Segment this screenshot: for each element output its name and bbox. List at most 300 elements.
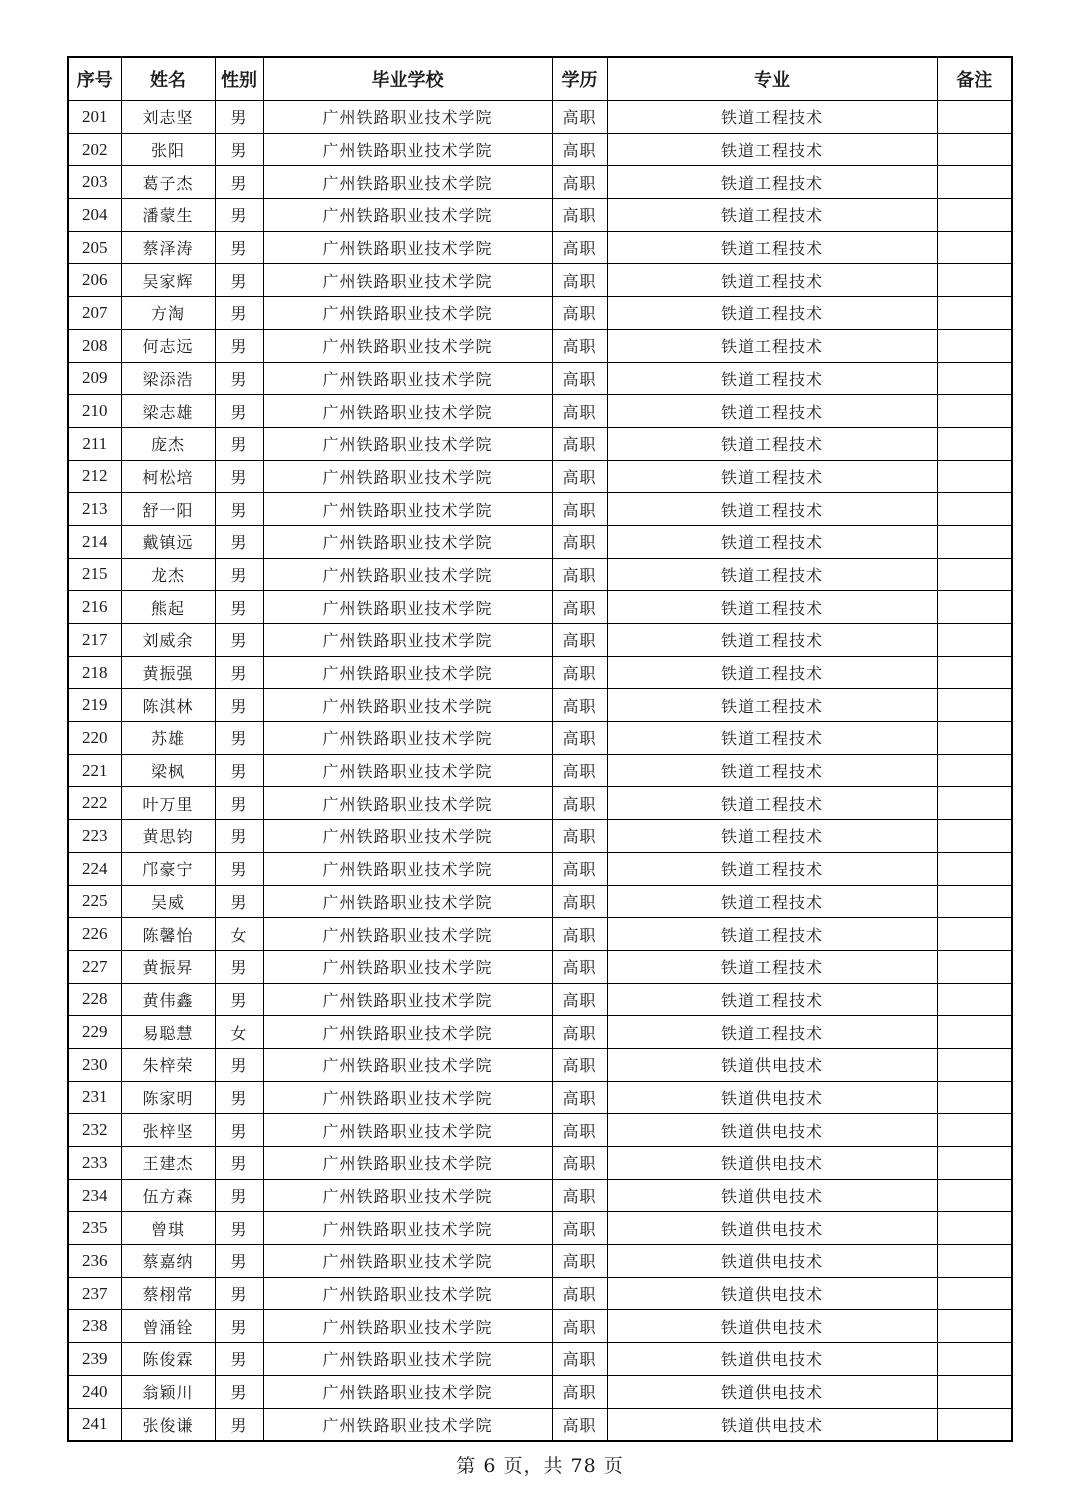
cell-remark xyxy=(937,1179,1012,1212)
cell-school: 广州铁路职业技术学院 xyxy=(263,1048,552,1081)
cell-remark xyxy=(937,885,1012,918)
cell-major: 铁道工程技术 xyxy=(607,950,937,983)
cell-remark xyxy=(937,297,1012,330)
cell-seq: 238 xyxy=(68,1310,121,1343)
cell-seq: 214 xyxy=(68,525,121,558)
cell-seq: 207 xyxy=(68,297,121,330)
table-row xyxy=(68,558,1012,591)
cell-seq: 227 xyxy=(68,950,121,983)
cell-school: 广州铁路职业技术学院 xyxy=(263,558,552,591)
cell-name: 黄伟鑫 xyxy=(121,983,215,1016)
cell-name: 梁志雄 xyxy=(121,395,215,428)
table-row xyxy=(68,329,1012,362)
header-name: 姓名 xyxy=(121,57,215,101)
cell-gender: 男 xyxy=(215,1179,263,1212)
cell-major: 铁道工程技术 xyxy=(607,722,937,755)
table-row xyxy=(68,493,1012,526)
table-row xyxy=(68,983,1012,1016)
cell-education: 高职 xyxy=(552,591,607,624)
cell-remark xyxy=(937,1048,1012,1081)
cell-education: 高职 xyxy=(552,329,607,362)
table-row xyxy=(68,624,1012,657)
table-row xyxy=(68,1277,1012,1310)
cell-name: 柯松培 xyxy=(121,460,215,493)
cell-education: 高职 xyxy=(552,395,607,428)
cell-major: 铁道工程技术 xyxy=(607,689,937,722)
cell-school: 广州铁路职业技术学院 xyxy=(263,101,552,134)
cell-education: 高职 xyxy=(552,950,607,983)
cell-major: 铁道工程技术 xyxy=(607,918,937,951)
cell-remark xyxy=(937,1212,1012,1245)
table-header xyxy=(68,57,1012,101)
cell-gender: 女 xyxy=(215,1016,263,1049)
header-school: 毕业学校 xyxy=(263,57,552,101)
table-row xyxy=(68,852,1012,885)
cell-seq: 206 xyxy=(68,264,121,297)
cell-gender: 男 xyxy=(215,852,263,885)
cell-name: 蔡泽涛 xyxy=(121,231,215,264)
cell-seq: 240 xyxy=(68,1375,121,1408)
cell-name: 陈俊霖 xyxy=(121,1343,215,1376)
cell-gender: 男 xyxy=(215,1147,263,1180)
cell-remark xyxy=(937,1016,1012,1049)
cell-gender: 男 xyxy=(215,558,263,591)
table-row xyxy=(68,264,1012,297)
cell-remark xyxy=(937,558,1012,591)
table-row xyxy=(68,656,1012,689)
table-row xyxy=(68,1375,1012,1408)
cell-gender: 男 xyxy=(215,362,263,395)
cell-education: 高职 xyxy=(552,1408,607,1441)
cell-major: 铁道工程技术 xyxy=(607,362,937,395)
cell-major: 铁道供电技术 xyxy=(607,1408,937,1441)
cell-major: 铁道供电技术 xyxy=(607,1081,937,1114)
cell-education: 高职 xyxy=(552,1375,607,1408)
table-row xyxy=(68,231,1012,264)
cell-school: 广州铁路职业技术学院 xyxy=(263,395,552,428)
cell-gender: 女 xyxy=(215,918,263,951)
cell-major: 铁道供电技术 xyxy=(607,1147,937,1180)
cell-major: 铁道供电技术 xyxy=(607,1179,937,1212)
cell-seq: 230 xyxy=(68,1048,121,1081)
cell-remark xyxy=(937,787,1012,820)
cell-education: 高职 xyxy=(552,264,607,297)
cell-gender: 男 xyxy=(215,624,263,657)
cell-education: 高职 xyxy=(552,1277,607,1310)
cell-seq: 215 xyxy=(68,558,121,591)
cell-remark xyxy=(937,689,1012,722)
cell-education: 高职 xyxy=(552,166,607,199)
cell-education: 高职 xyxy=(552,885,607,918)
cell-remark xyxy=(937,133,1012,166)
cell-name: 黄思钧 xyxy=(121,820,215,853)
cell-major: 铁道工程技术 xyxy=(607,852,937,885)
cell-school: 广州铁路职业技术学院 xyxy=(263,493,552,526)
cell-major: 铁道工程技术 xyxy=(607,133,937,166)
cell-gender: 男 xyxy=(215,983,263,1016)
table-row xyxy=(68,1212,1012,1245)
cell-school: 广州铁路职业技术学院 xyxy=(263,1375,552,1408)
cell-seq: 204 xyxy=(68,199,121,232)
cell-major: 铁道工程技术 xyxy=(607,885,937,918)
table-row xyxy=(68,1147,1012,1180)
cell-name: 陈家明 xyxy=(121,1081,215,1114)
cell-name: 吴威 xyxy=(121,885,215,918)
cell-education: 高职 xyxy=(552,1310,607,1343)
cell-seq: 210 xyxy=(68,395,121,428)
cell-seq: 241 xyxy=(68,1408,121,1441)
table-body xyxy=(68,101,1012,1442)
cell-seq: 209 xyxy=(68,362,121,395)
table-row xyxy=(68,427,1012,460)
cell-gender: 男 xyxy=(215,1245,263,1278)
cell-school: 广州铁路职业技术学院 xyxy=(263,427,552,460)
cell-education: 高职 xyxy=(552,852,607,885)
cell-name: 蔡嘉纳 xyxy=(121,1245,215,1278)
cell-major: 铁道工程技术 xyxy=(607,558,937,591)
cell-major: 铁道工程技术 xyxy=(607,656,937,689)
cell-seq: 219 xyxy=(68,689,121,722)
cell-school: 广州铁路职业技术学院 xyxy=(263,754,552,787)
cell-education: 高职 xyxy=(552,1245,607,1278)
cell-education: 高职 xyxy=(552,1147,607,1180)
cell-education: 高职 xyxy=(552,525,607,558)
cell-gender: 男 xyxy=(215,297,263,330)
cell-remark xyxy=(937,427,1012,460)
cell-school: 广州铁路职业技术学院 xyxy=(263,329,552,362)
table-row xyxy=(68,591,1012,624)
cell-seq: 216 xyxy=(68,591,121,624)
cell-education: 高职 xyxy=(552,1212,607,1245)
header-major: 专业 xyxy=(607,57,937,101)
cell-gender: 男 xyxy=(215,689,263,722)
cell-school: 广州铁路职业技术学院 xyxy=(263,1212,552,1245)
cell-gender: 男 xyxy=(215,885,263,918)
header-education: 学历 xyxy=(552,57,607,101)
cell-major: 铁道工程技术 xyxy=(607,493,937,526)
cell-name: 葛子杰 xyxy=(121,166,215,199)
cell-remark xyxy=(937,395,1012,428)
cell-gender: 男 xyxy=(215,264,263,297)
cell-school: 广州铁路职业技术学院 xyxy=(263,231,552,264)
cell-gender: 男 xyxy=(215,395,263,428)
cell-remark xyxy=(937,754,1012,787)
cell-education: 高职 xyxy=(552,199,607,232)
cell-remark xyxy=(937,820,1012,853)
table-row xyxy=(68,460,1012,493)
cell-education: 高职 xyxy=(552,231,607,264)
cell-seq: 226 xyxy=(68,918,121,951)
cell-major: 铁道供电技术 xyxy=(607,1375,937,1408)
cell-education: 高职 xyxy=(552,1179,607,1212)
cell-name: 易聪慧 xyxy=(121,1016,215,1049)
table-row xyxy=(68,787,1012,820)
cell-education: 高职 xyxy=(552,297,607,330)
cell-seq: 221 xyxy=(68,754,121,787)
cell-name: 熊起 xyxy=(121,591,215,624)
cell-gender: 男 xyxy=(215,133,263,166)
cell-seq: 220 xyxy=(68,722,121,755)
table-row xyxy=(68,1408,1012,1441)
cell-school: 广州铁路职业技术学院 xyxy=(263,1179,552,1212)
cell-school: 广州铁路职业技术学院 xyxy=(263,525,552,558)
cell-gender: 男 xyxy=(215,1114,263,1147)
cell-seq: 201 xyxy=(68,101,121,134)
table-row xyxy=(68,297,1012,330)
cell-education: 高职 xyxy=(552,493,607,526)
cell-school: 广州铁路职业技术学院 xyxy=(263,591,552,624)
cell-remark xyxy=(937,1343,1012,1376)
cell-major: 铁道供电技术 xyxy=(607,1114,937,1147)
table-row xyxy=(68,1048,1012,1081)
cell-remark xyxy=(937,950,1012,983)
cell-gender: 男 xyxy=(215,1408,263,1441)
cell-school: 广州铁路职业技术学院 xyxy=(263,656,552,689)
cell-gender: 男 xyxy=(215,1081,263,1114)
table-row xyxy=(68,722,1012,755)
cell-seq: 239 xyxy=(68,1343,121,1376)
cell-name: 张俊谦 xyxy=(121,1408,215,1441)
cell-school: 广州铁路职业技术学院 xyxy=(263,1245,552,1278)
cell-gender: 男 xyxy=(215,231,263,264)
cell-education: 高职 xyxy=(552,133,607,166)
cell-remark xyxy=(937,362,1012,395)
cell-major: 铁道供电技术 xyxy=(607,1212,937,1245)
table-row xyxy=(68,754,1012,787)
table-row xyxy=(68,395,1012,428)
cell-major: 铁道工程技术 xyxy=(607,101,937,134)
cell-school: 广州铁路职业技术学院 xyxy=(263,1408,552,1441)
cell-gender: 男 xyxy=(215,656,263,689)
cell-school: 广州铁路职业技术学院 xyxy=(263,885,552,918)
cell-school: 广州铁路职业技术学院 xyxy=(263,133,552,166)
cell-major: 铁道工程技术 xyxy=(607,624,937,657)
cell-major: 铁道工程技术 xyxy=(607,395,937,428)
cell-gender: 男 xyxy=(215,1277,263,1310)
cell-name: 方淘 xyxy=(121,297,215,330)
cell-remark xyxy=(937,264,1012,297)
cell-school: 广州铁路职业技术学院 xyxy=(263,1310,552,1343)
cell-seq: 212 xyxy=(68,460,121,493)
table-row xyxy=(68,133,1012,166)
cell-name: 梁添浩 xyxy=(121,362,215,395)
cell-school: 广州铁路职业技术学院 xyxy=(263,362,552,395)
cell-remark xyxy=(937,1114,1012,1147)
cell-gender: 男 xyxy=(215,1048,263,1081)
cell-remark xyxy=(937,983,1012,1016)
cell-name: 刘威余 xyxy=(121,624,215,657)
cell-education: 高职 xyxy=(552,820,607,853)
cell-name: 曾涌铨 xyxy=(121,1310,215,1343)
cell-seq: 233 xyxy=(68,1147,121,1180)
table-row xyxy=(68,950,1012,983)
cell-name: 梁枫 xyxy=(121,754,215,787)
cell-major: 铁道工程技术 xyxy=(607,427,937,460)
cell-major: 铁道工程技术 xyxy=(607,754,937,787)
cell-education: 高职 xyxy=(552,1081,607,1114)
cell-education: 高职 xyxy=(552,1048,607,1081)
cell-name: 潘蒙生 xyxy=(121,199,215,232)
table-row xyxy=(68,1114,1012,1147)
cell-gender: 男 xyxy=(215,787,263,820)
cell-education: 高职 xyxy=(552,1343,607,1376)
cell-education: 高职 xyxy=(552,918,607,951)
cell-name: 叶万里 xyxy=(121,787,215,820)
cell-major: 铁道工程技术 xyxy=(607,166,937,199)
cell-school: 广州铁路职业技术学院 xyxy=(263,918,552,951)
cell-education: 高职 xyxy=(552,689,607,722)
cell-remark xyxy=(937,525,1012,558)
cell-education: 高职 xyxy=(552,427,607,460)
header-gender: 性别 xyxy=(215,57,263,101)
cell-school: 广州铁路职业技术学院 xyxy=(263,199,552,232)
cell-seq: 223 xyxy=(68,820,121,853)
cell-name: 邝豪宁 xyxy=(121,852,215,885)
cell-education: 高职 xyxy=(552,722,607,755)
cell-school: 广州铁路职业技术学院 xyxy=(263,1081,552,1114)
table-row xyxy=(68,1245,1012,1278)
cell-major: 铁道供电技术 xyxy=(607,1048,937,1081)
cell-remark xyxy=(937,101,1012,134)
cell-name: 翁颖川 xyxy=(121,1375,215,1408)
cell-gender: 男 xyxy=(215,1212,263,1245)
cell-school: 广州铁路职业技术学院 xyxy=(263,852,552,885)
table-row xyxy=(68,1016,1012,1049)
cell-seq: 237 xyxy=(68,1277,121,1310)
cell-school: 广州铁路职业技术学院 xyxy=(263,1343,552,1376)
header-seq: 序号 xyxy=(68,57,121,101)
table-row xyxy=(68,885,1012,918)
cell-seq: 224 xyxy=(68,852,121,885)
cell-name: 蔡栩常 xyxy=(121,1277,215,1310)
cell-seq: 231 xyxy=(68,1081,121,1114)
cell-name: 黄振昇 xyxy=(121,950,215,983)
cell-seq: 203 xyxy=(68,166,121,199)
cell-school: 广州铁路职业技术学院 xyxy=(263,297,552,330)
cell-name: 朱梓荣 xyxy=(121,1048,215,1081)
cell-name: 苏雄 xyxy=(121,722,215,755)
cell-remark xyxy=(937,1277,1012,1310)
cell-gender: 男 xyxy=(215,460,263,493)
table-row xyxy=(68,101,1012,134)
cell-name: 舒一阳 xyxy=(121,493,215,526)
cell-remark xyxy=(937,329,1012,362)
table-row xyxy=(68,1179,1012,1212)
cell-remark xyxy=(937,1147,1012,1180)
table-row xyxy=(68,918,1012,951)
table-row xyxy=(68,689,1012,722)
table-row xyxy=(68,525,1012,558)
cell-name: 黄振强 xyxy=(121,656,215,689)
table-row xyxy=(68,1310,1012,1343)
cell-seq: 225 xyxy=(68,885,121,918)
cell-major: 铁道工程技术 xyxy=(607,525,937,558)
table-row xyxy=(68,820,1012,853)
cell-major: 铁道工程技术 xyxy=(607,329,937,362)
cell-remark xyxy=(937,1375,1012,1408)
cell-gender: 男 xyxy=(215,329,263,362)
cell-gender: 男 xyxy=(215,101,263,134)
cell-gender: 男 xyxy=(215,722,263,755)
cell-name: 何志远 xyxy=(121,329,215,362)
cell-name: 刘志坚 xyxy=(121,101,215,134)
cell-school: 广州铁路职业技术学院 xyxy=(263,264,552,297)
table-row xyxy=(68,166,1012,199)
cell-gender: 男 xyxy=(215,1310,263,1343)
table-row xyxy=(68,1343,1012,1376)
cell-remark xyxy=(937,460,1012,493)
cell-education: 高职 xyxy=(552,656,607,689)
cell-name: 庞杰 xyxy=(121,427,215,460)
cell-education: 高职 xyxy=(552,787,607,820)
cell-gender: 男 xyxy=(215,591,263,624)
roster-table xyxy=(67,56,1013,1442)
cell-remark xyxy=(937,199,1012,232)
table-row xyxy=(68,362,1012,395)
cell-major: 铁道工程技术 xyxy=(607,820,937,853)
cell-name: 陈馨怡 xyxy=(121,918,215,951)
cell-remark xyxy=(937,1408,1012,1441)
cell-school: 广州铁路职业技术学院 xyxy=(263,1016,552,1049)
cell-seq: 208 xyxy=(68,329,121,362)
cell-major: 铁道供电技术 xyxy=(607,1245,937,1278)
cell-school: 广州铁路职业技术学院 xyxy=(263,624,552,657)
cell-remark xyxy=(937,918,1012,951)
cell-gender: 男 xyxy=(215,166,263,199)
cell-education: 高职 xyxy=(552,1114,607,1147)
cell-seq: 213 xyxy=(68,493,121,526)
cell-name: 陈淇林 xyxy=(121,689,215,722)
cell-gender: 男 xyxy=(215,754,263,787)
cell-name: 王建杰 xyxy=(121,1147,215,1180)
cell-gender: 男 xyxy=(215,199,263,232)
cell-gender: 男 xyxy=(215,427,263,460)
cell-remark xyxy=(937,656,1012,689)
cell-remark xyxy=(937,1081,1012,1114)
cell-major: 铁道工程技术 xyxy=(607,591,937,624)
cell-major: 铁道工程技术 xyxy=(607,1016,937,1049)
cell-gender: 男 xyxy=(215,1375,263,1408)
cell-gender: 男 xyxy=(215,820,263,853)
cell-remark xyxy=(937,591,1012,624)
cell-education: 高职 xyxy=(552,460,607,493)
cell-name: 戴镇远 xyxy=(121,525,215,558)
cell-education: 高职 xyxy=(552,624,607,657)
cell-gender: 男 xyxy=(215,525,263,558)
header-remark: 备注 xyxy=(937,57,1012,101)
cell-major: 铁道工程技术 xyxy=(607,983,937,1016)
cell-school: 广州铁路职业技术学院 xyxy=(263,820,552,853)
cell-name: 龙杰 xyxy=(121,558,215,591)
cell-major: 铁道工程技术 xyxy=(607,787,937,820)
cell-seq: 229 xyxy=(68,1016,121,1049)
cell-education: 高职 xyxy=(552,1016,607,1049)
cell-seq: 205 xyxy=(68,231,121,264)
cell-school: 广州铁路职业技术学院 xyxy=(263,950,552,983)
cell-gender: 男 xyxy=(215,493,263,526)
cell-name: 张阳 xyxy=(121,133,215,166)
cell-major: 铁道工程技术 xyxy=(607,264,937,297)
cell-remark xyxy=(937,1310,1012,1343)
cell-seq: 235 xyxy=(68,1212,121,1245)
cell-remark xyxy=(937,1245,1012,1278)
cell-name: 吴家辉 xyxy=(121,264,215,297)
cell-school: 广州铁路职业技术学院 xyxy=(263,166,552,199)
cell-major: 铁道供电技术 xyxy=(607,1277,937,1310)
cell-remark xyxy=(937,231,1012,264)
page-footer: 第 6 页，共 78 页 xyxy=(456,1455,624,1477)
cell-school: 广州铁路职业技术学院 xyxy=(263,722,552,755)
